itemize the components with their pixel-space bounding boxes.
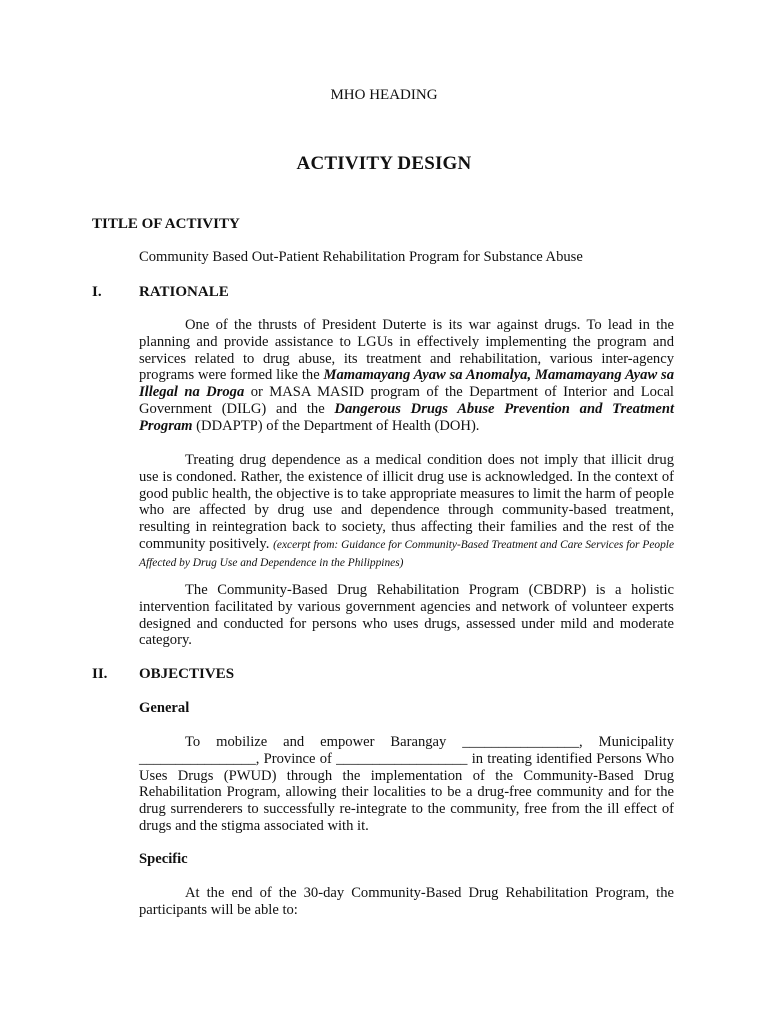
ddaptp-program-name: Dangerous Drugs Abuse Prevention and Treatment Program [139, 400, 674, 434]
title-of-activity-label: TITLE OF ACTIVITY [92, 216, 240, 232]
objectives-number: II. [92, 666, 108, 682]
rationale-paragraph-3: The Community-Based Drug Rehabilitation Program (CBDRP) is a holistic intervention facilitated by various government agencies and network of volunteer experts designed and conducted for persons who uses drugs, assessed under mild and moderate category. [139, 582, 674, 649]
general-objective-paragraph: To mobilize and empower Barangay ________________, Municipality ________________, Province of __________________ in treating identified Persons Who Uses Drugs (PWUD) through the implementation of the Community-Based Drug Rehabilitation Program, allowing their localities to be a drug-free community and for the drug surrenderers to successfully re-integrate to the community, free from the ill effect of drugs and the stigma associated with it. [139, 734, 674, 834]
specific-objective-paragraph: At the end of the 30-day Community-Based Drug Rehabilitation Program, the participants will be able to: [139, 885, 674, 918]
title-of-activity-value: Community Based Out-Patient Rehabilitation Program for Substance Abuse [139, 249, 583, 265]
excerpt-citation: (excerpt from: Guidance for Community-Based Treatment and Care Services for People Affected by Drug Use and Dependence in the Philippines) [139, 538, 674, 569]
rationale-paragraph-1: One of the thrusts of President Duterte is its war against drugs. To lead in the planning and provide assistance to LGUs in effectively implementing the program and services related to drug abuse, its treatment and rehabilitation, various inter-agency programs were formed like the Mamamayang Ayaw sa Anomalya, Mamamayang Ayaw sa Illegal na Droga or MASA MASID program of the Department of Interior and Local Government (DILG) and the Dangerous Drugs Abuse Prevention and Treatment Program (DDAPTP) of the Department of Health (DOH). [139, 317, 674, 434]
rationale-paragraph-2: Treating drug dependence as a medical condition does not imply that illicit drug use is condoned. Rather, the existence of illicit drug use is acknowledged. In the context of good public health, the objective is to take appropriate measures to limit the harm of people who are affected by drug use and dependence through community-based treatment, resulting in reintegration back to society, thus affecting their families and the rest of the community positively. (excerpt from: Guidance for Community-Based Treatment and Care Services for People Affected by Drug Use and Dependence in the Philippines) [139, 452, 674, 569]
rationale-number: I. [92, 284, 102, 300]
mho-heading: MHO HEADING [330, 87, 438, 103]
rationale-heading: RATIONALE [139, 284, 229, 300]
document-title: ACTIVITY DESIGN [296, 153, 472, 174]
specific-subheading: Specific [139, 851, 188, 867]
masa-masid-program-name: Mamamayang Ayaw sa Anomalya, Mamamayang Ayaw sa Illegal na Droga [139, 367, 674, 401]
objectives-heading: OBJECTIVES [139, 666, 235, 682]
general-subheading: General [139, 700, 190, 716]
